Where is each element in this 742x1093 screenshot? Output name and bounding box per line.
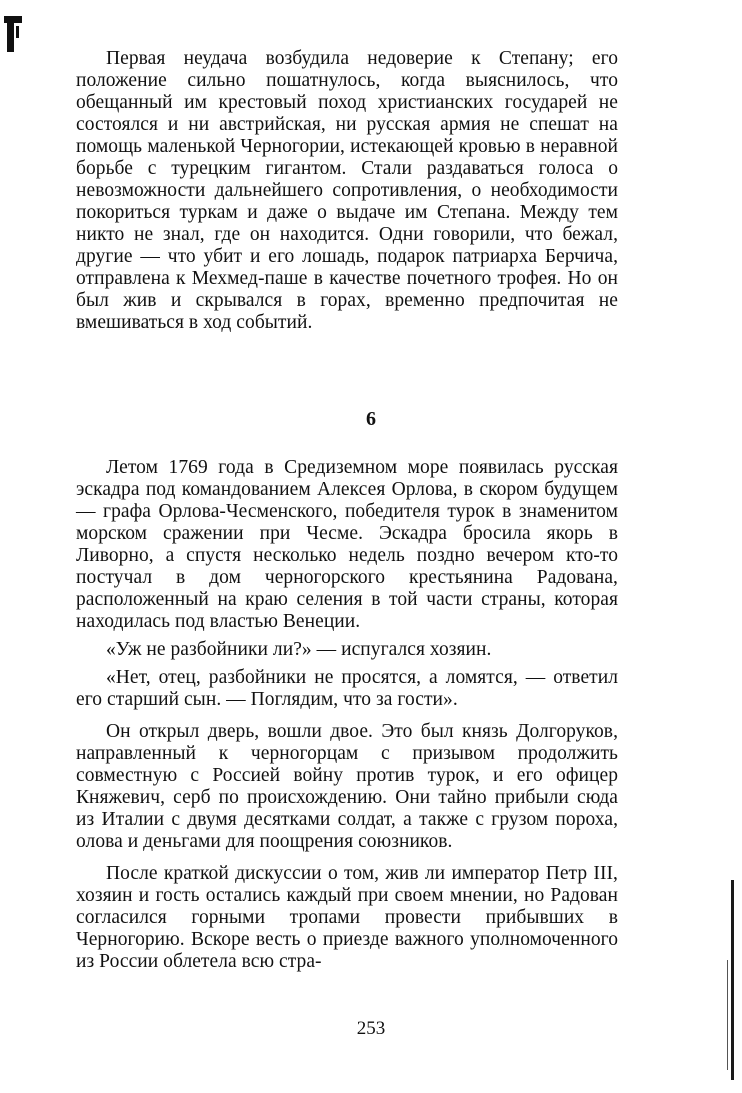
paragraph: После краткой дискуссии о том, жив ли император Петр III, хозяин и гость остались каждый при своем мнении, но Радован согласился горными тропами провести прибывших в Черногорию. Вскоре весть о приезде важного уполномоченного из России облетела всю стра- (76, 863, 618, 972)
corner-mark-icon (2, 14, 24, 54)
page-number: 253 (356, 1018, 386, 1039)
chapter-number: 6 (366, 408, 376, 430)
paragraph: Летом 1769 года в Средиземном море появилась русская эскадра под командованием Алексея Орлова, в скором будущем — графа Орлова-Чесменского, победителя турок в знаменитом морском сражении при Чесме. Эскадра бросила якорь в Ливорно, а спустя несколько недель поздно вечером кто-то постучал в дом черногорского крестьянина Радована, расположенный на краю селения в той части страны, которая находилась под властью Венеции. (76, 457, 618, 632)
text-block-top (76, 48, 618, 334)
paragraph: «Уж не разбойники ли?» — испугался хозяин. (106, 639, 492, 660)
paragraph: «Нет, отец, разбойники не просятся, а ломятся, — ответил его старший сын. — Поглядим, что за гости». (76, 667, 618, 710)
page-edge-shadow (731, 880, 734, 1080)
text-block-bottom (76, 457, 618, 973)
page-edge-line (727, 960, 728, 1070)
paragraph: Он открыл дверь, вошли двое. Это был князь Долгоруков, направленный к черногорцам с призывом продолжить совместную с Россией войну против турок, и его офицер Княжевич, серб по происхождению. Они тайно прибыли сюда из Италии с двумя десятками солдат, а также с грузом пороха, олова и деньгами для поощрения союзников. (76, 721, 618, 852)
paragraph: Первая неудача возбудила недоверие к Степану; его положение сильно пошатнулось, когда выяснилось, что обещанный им крестовый поход христианских государей не состоялся и ни австрийская, ни русская армия не спешат на помощь маленькой Черногории, истекающей кровью в неравной борьбе с турецким гигантом. Стали раздаваться голоса о невозможности дальнейшего сопротивления, о необходимости покориться туркам и даже о выдаче им Степана. Между тем никто не знал, где он находится. Одни говорили, что бежал, другие — что убит и его лошадь, подарок патриарха Берчича, отправлена к Мехмед-паше в качестве почетного трофея. Но он был жив и скрывался в горах, временно предпочитая не вмешиваться в ход событий. (76, 48, 618, 333)
